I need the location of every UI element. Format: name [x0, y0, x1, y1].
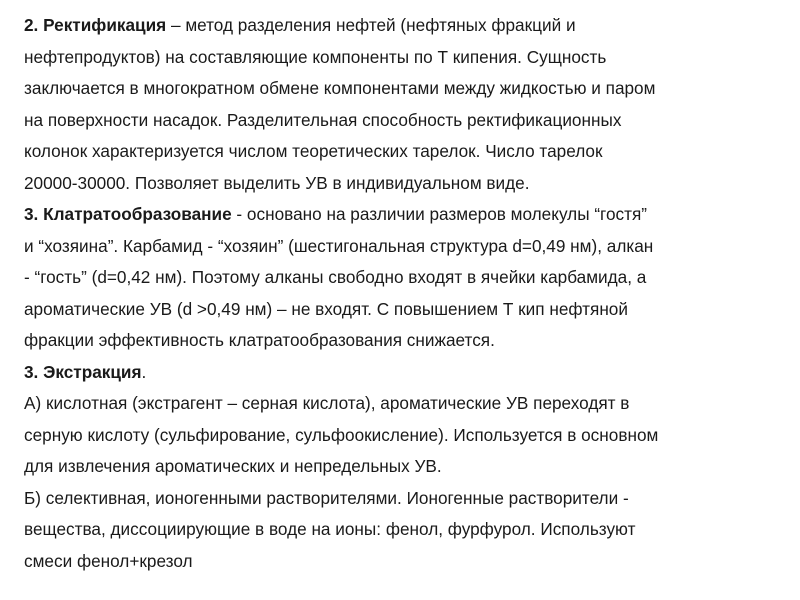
paragraph-text: – метод разделения нефтей (нефтяных фракций и: [166, 15, 576, 35]
section-heading-extraction: 3. Экстракция: [24, 361, 142, 382]
paragraph-line: ароматические УВ (d >0,49 нм) – не входят. С повышением Т кип нефтяной: [24, 298, 628, 319]
paragraph-line: [24, 357, 779, 389]
paragraph-line: смеси фенол+крезол: [24, 550, 193, 571]
paragraph-line: колонок характеризуется числом теоретических тарелок. Число тарелок: [24, 141, 603, 161]
document-body: [24, 10, 779, 577]
paragraph-line: [24, 199, 779, 231]
paragraph-line: Б) селективная, ионогенными растворителями. Ионогенные растворители -: [24, 487, 629, 508]
paragraph-text: - основано на различии размеров молекулы “гостя”: [231, 204, 647, 224]
paragraph-line: фракции эффективность клатратообразования снижается.: [24, 330, 495, 350]
paragraph-line: и “хозяина”. Карбамид - “хозяин” (шестигональная структура d=0,49 нм), алкан: [24, 235, 654, 256]
paragraph-line: на поверхности насадок. Разделительная способность ректификационных: [24, 109, 622, 130]
paragraph-line: серную кислоту (сульфирование, сульфоокисление). Используется в основном: [24, 424, 659, 445]
paragraph-line: заключается в многократном обмене компонентами между жидкостью и паром: [24, 78, 656, 98]
section-heading-rectification: 2. Ректификация: [24, 15, 167, 35]
paragraph-line: - “гость” (d=0,42 нм). Поэтому алканы свободно входят в ячейки карбамида, а: [24, 267, 647, 287]
paragraph-line: вещества, диссоциирующие в воде на ионы: фенол, фурфурол. Используют: [24, 519, 636, 539]
paragraph-line: 20000-30000. Позволяет выделить УВ в индивидуальном виде.: [24, 172, 530, 193]
section-heading-clathration: 3. Клатратообразование: [24, 204, 232, 224]
paragraph-line: А) кислотная (экстрагент – серная кислота), ароматические УВ переходят в: [24, 393, 630, 413]
paragraph-line: для извлечения ароматических и непредельных УВ.: [24, 456, 442, 476]
paragraph-line: [24, 10, 779, 42]
paragraph-line: нефтепродуктов) на составляющие компоненты по Т кипения. Сущность: [24, 46, 607, 67]
heading-punctuation: .: [141, 361, 147, 382]
